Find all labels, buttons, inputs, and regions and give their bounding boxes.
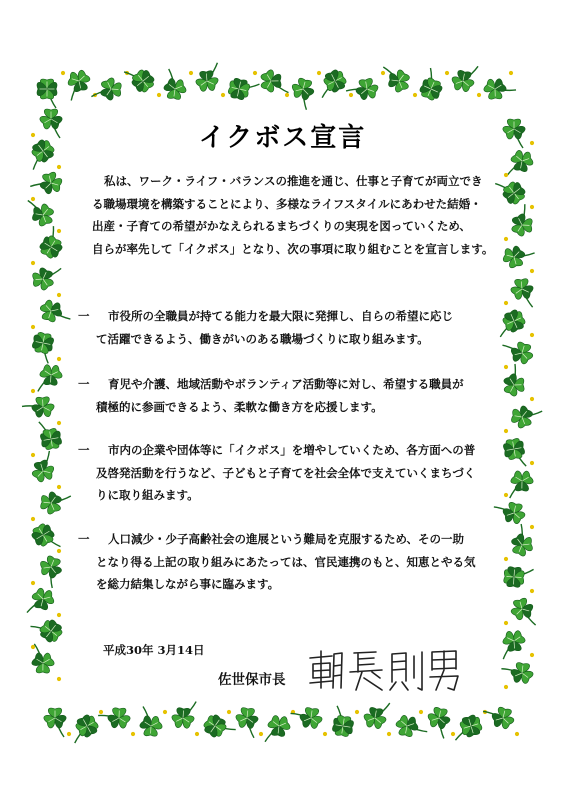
clover-icon (32, 265, 63, 292)
clover-icon (503, 566, 533, 588)
declaration-item-2 (78, 373, 498, 418)
clover-icon (29, 166, 64, 197)
document-title: イクボス宣言 (198, 123, 367, 153)
intro-line: 出産・子育ての希望がかなえられるまちづくりの実現を図っていくため、 (92, 219, 471, 233)
yellow-dot (413, 93, 417, 97)
clover-icon (509, 278, 536, 309)
clover-icon (361, 700, 396, 733)
item-line: 育児や介護、地域活動やボランティア活動等に対し、希望する職員が (108, 377, 464, 391)
intro-paragraph (92, 170, 492, 260)
yellow-dot (504, 301, 508, 305)
clover-icon (332, 706, 356, 738)
clover-icon (162, 69, 190, 101)
clover-icon (499, 363, 534, 400)
intro-line: る職場環境を構築することにより、多様なライフスタイルにあわせた結婚・ (92, 196, 482, 211)
item-line: となり得る上記の取り組みにあたっては、官民連携のもと、知恵とやる気 (96, 554, 476, 569)
yellow-dot (509, 71, 513, 75)
yellow-dot (57, 485, 61, 489)
clover-icon (233, 707, 260, 738)
clover-icon (43, 708, 67, 737)
yellow-dot (504, 429, 508, 433)
yellow-dot (99, 710, 103, 714)
item-line: て活躍できるよう、働きがいのある職場づくりに取り組みます。 (96, 331, 429, 346)
clover-icon (40, 490, 71, 517)
yellow-dot (57, 229, 61, 233)
item-line: りに取り組みます。 (96, 488, 199, 502)
yellow-dot (285, 93, 289, 97)
clover-icon (37, 226, 69, 261)
clover-icon (502, 437, 527, 469)
yellow-dot (131, 732, 135, 736)
yellow-dot (504, 173, 508, 177)
clover-icon (138, 706, 164, 736)
yellow-dot (253, 71, 257, 75)
clover-icon (37, 79, 57, 108)
yellow-dot (387, 732, 391, 736)
yellow-dot (530, 269, 534, 273)
clover-icon (481, 696, 519, 733)
yellow-dot (504, 685, 508, 689)
yellow-dot (381, 71, 385, 75)
clover-icon (97, 698, 134, 734)
clover-icon (21, 388, 58, 423)
declaration-item-4 (78, 528, 498, 596)
yellow-dot (504, 621, 508, 625)
yellow-dot (57, 357, 61, 361)
yellow-dot (195, 732, 199, 736)
yellow-dot (530, 525, 534, 529)
item-line: 及啓発活動を行うなど、子どもと子育てを社会全体で支えていくまちづく (96, 465, 476, 480)
yellow-dot (419, 710, 423, 714)
clover-icon (91, 76, 122, 102)
yellow-dot (349, 93, 353, 97)
item-line: 人口減少・少子高齢社会の進展という難局を克服するため、その一助 (108, 532, 465, 546)
yellow-dot (31, 581, 35, 585)
clover-icon (33, 553, 66, 589)
clover-icon (345, 71, 380, 104)
clover-icon (29, 521, 61, 556)
yellow-dot (504, 493, 508, 497)
yellow-dot (61, 71, 65, 75)
yellow-dot (445, 71, 449, 75)
item-marker: 一 (78, 309, 90, 323)
yellow-dot (530, 653, 534, 657)
yellow-dot (57, 549, 61, 553)
clover-icon (494, 172, 528, 207)
clover-icon (286, 76, 317, 111)
intro-line: 自らが率先して「イクボス」となり、次の事項に取り組むことを宣言します。 (92, 241, 494, 256)
yellow-dot (227, 710, 231, 714)
clover-icon (29, 360, 66, 394)
yellow-dot (57, 677, 61, 681)
yellow-dot (31, 645, 35, 649)
handwritten-signature (306, 648, 466, 694)
clover-icon (506, 203, 542, 240)
item-marker: 一 (78, 377, 90, 391)
yellow-dot (157, 93, 161, 97)
yellow-dot (530, 589, 534, 593)
yellow-dot (31, 453, 35, 457)
clover-icon (501, 243, 535, 273)
item-line: 積極的に参画できるよう、柔軟な働き方を応援します。 (96, 399, 383, 414)
yellow-dot (259, 732, 263, 736)
clover-icon (66, 712, 101, 744)
yellow-dot (221, 93, 225, 97)
yellow-dot (31, 517, 35, 521)
item-line: 市内の企業や団体等に「イクボス」を増やしていくため、各方面への普 (108, 443, 476, 457)
clover-icon (500, 652, 538, 689)
yellow-dot (57, 165, 61, 169)
yellow-dot (31, 261, 35, 265)
clover-icon (492, 625, 530, 661)
clover-icon (169, 699, 206, 733)
yellow-dot (477, 93, 481, 97)
yellow-dot (31, 197, 35, 201)
yellow-dot (504, 557, 508, 561)
item-line: を総力結集しながら事に臨みます。 (96, 577, 280, 591)
clover-icon (256, 66, 292, 103)
yellow-dot (31, 325, 35, 329)
yellow-dot (355, 710, 359, 714)
yellow-dot (189, 71, 193, 75)
declaration-date: 平成30年 3月14日 (103, 643, 205, 657)
yellow-dot (163, 710, 167, 714)
signatory-title: 佐世保市長 (218, 672, 286, 688)
yellow-dot (67, 732, 71, 736)
clover-icon (257, 711, 293, 744)
clover-icon (25, 193, 58, 229)
clover-icon (450, 63, 485, 95)
clover-icon (481, 74, 518, 109)
yellow-dot (530, 205, 534, 209)
item-marker: 一 (78, 532, 90, 546)
clover-icon (123, 60, 157, 95)
clover-icon (289, 697, 327, 734)
yellow-dot (530, 461, 534, 465)
clover-icon (508, 596, 539, 630)
yellow-dot (515, 732, 519, 736)
yellow-dot (323, 732, 327, 736)
clover-icon (192, 60, 230, 96)
yellow-dot (57, 421, 61, 425)
yellow-dot (57, 293, 61, 297)
item-marker: 一 (78, 443, 90, 457)
yellow-dot (31, 389, 35, 393)
clover-icon (510, 404, 542, 432)
clover-icon (201, 712, 236, 745)
yellow-dot (504, 237, 508, 241)
declaration-item-3 (78, 439, 498, 507)
yellow-dot (57, 613, 61, 617)
yellow-dot (530, 333, 534, 337)
clover-icon (392, 710, 430, 747)
clover-icon (450, 714, 484, 742)
clover-icon (418, 68, 448, 103)
declaration-item-1 (78, 305, 498, 350)
clover-icon (380, 59, 413, 95)
clover-icon (22, 585, 56, 616)
yellow-dot (451, 732, 455, 736)
clover-icon (227, 77, 260, 103)
yellow-dot (317, 71, 321, 75)
clover-icon (507, 523, 540, 559)
clover-icon (30, 331, 55, 363)
clover-icon (423, 706, 453, 739)
item-line: 市役所の全職員が持てる能力を最大限に発揮し、自らの希望に応じ (108, 309, 453, 323)
yellow-dot (504, 365, 508, 369)
intro-line: 私は、ワーク・ライフ・バランスの推進を通じ、仕事と子育てが両立でき (104, 174, 483, 188)
clover-icon (35, 296, 72, 334)
yellow-dot (530, 397, 534, 401)
